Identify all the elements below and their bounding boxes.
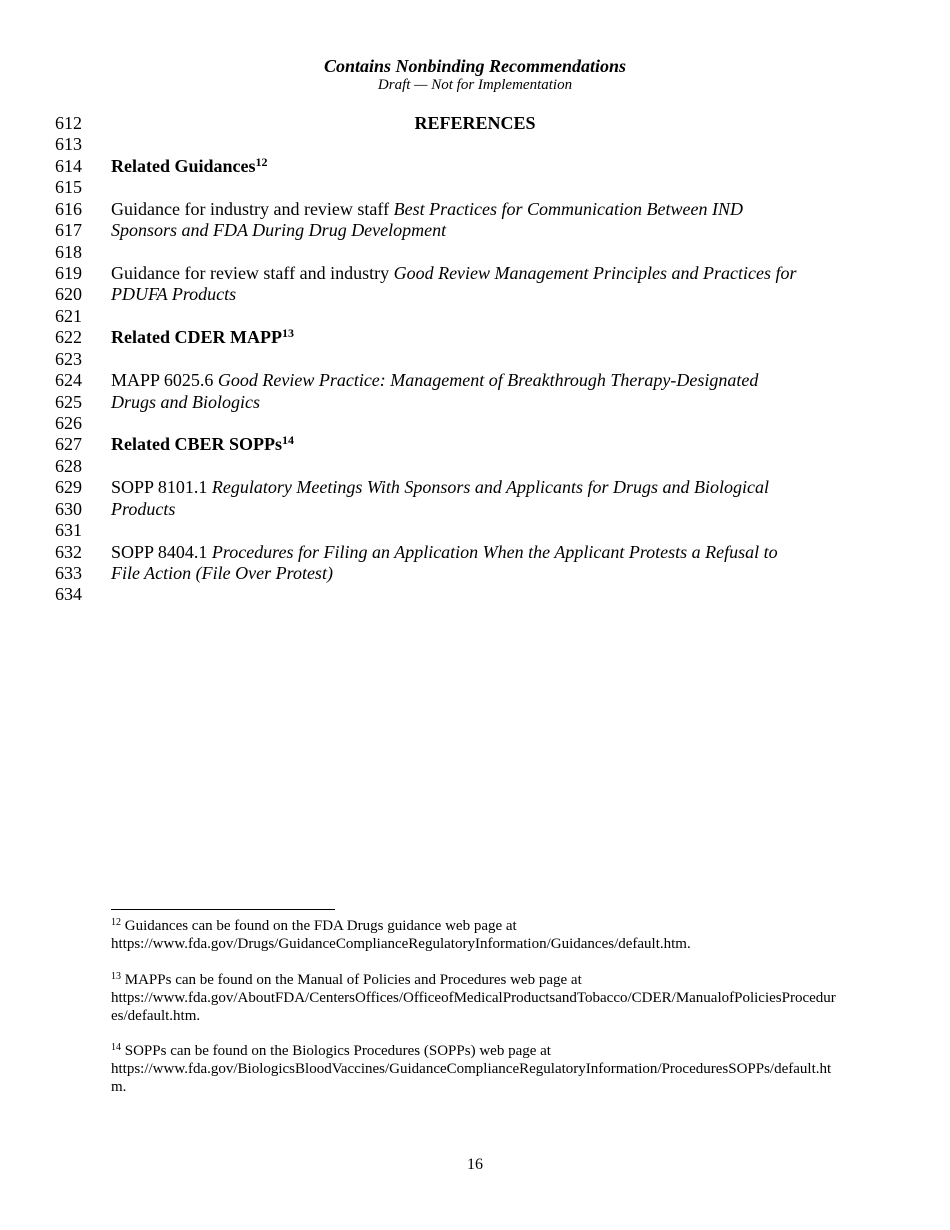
reference-item (111, 369, 758, 391)
footnote-link[interactable]: https://www.fda.gov/BiologicsBloodVaccines/GuidanceComplianceRegulatoryInformation/ProceduresSOPPs/default.htm. (111, 1061, 832, 1095)
footnote-text: MAPPs can be found on the Manual of Policies and Procedures web page at (121, 972, 582, 988)
footnote-ref[interactable]: 12 (255, 155, 268, 169)
footnote-link[interactable]: https://www.fda.gov/AboutFDA/CentersOffices/OfficeofMedicalProductsandTobacco/CDER/ManualofPoliciesProcedures/default.htm. (111, 990, 836, 1024)
footnote-12 (111, 917, 841, 953)
reference-title: Procedures for Filing an Application When the Applicant Protests a Refusal to (211, 542, 778, 562)
heading-text: Related Guidances (111, 156, 256, 176)
line-number: 631 (55, 520, 82, 540)
footnote-text: SOPPs can be found on the Biologics Procedures (SOPPs) web page at (121, 1043, 551, 1059)
line-number: 634 (55, 584, 82, 604)
line-number: 616 (55, 199, 82, 219)
reference-item (111, 198, 743, 220)
footnote-14 (111, 1042, 841, 1096)
reference-title: Drugs and Biologics (111, 392, 261, 412)
reference-item-cont (111, 283, 236, 305)
line-number: 620 (55, 284, 82, 304)
line-number: 629 (55, 477, 82, 497)
footnote-number: 12 (111, 917, 121, 928)
reference-prefix: Guidance for review staff and industry (111, 263, 394, 283)
reference-title: Regulatory Meetings With Sponsors and Applicants for Drugs and Biological (211, 477, 770, 497)
footnote-link[interactable]: https://www.fda.gov/Drugs/GuidanceComplianceRegulatoryInformation/Guidances/default.htm. (111, 936, 691, 952)
line-number: 627 (55, 434, 82, 454)
section-heading-sopps (111, 433, 294, 455)
reference-item (111, 476, 769, 498)
line-number: 618 (55, 242, 82, 262)
reference-item (111, 541, 778, 563)
line-number: 613 (55, 134, 82, 154)
line-number: 615 (55, 177, 82, 197)
line-number: 628 (55, 456, 82, 476)
line-number: 619 (55, 263, 82, 283)
reference-item-cont (111, 391, 260, 413)
references-title: REFERENCES (414, 113, 536, 133)
reference-prefix: MAPP 6025.6 (111, 370, 218, 390)
reference-item (111, 262, 797, 284)
footnote-number: 14 (111, 1042, 121, 1053)
line-number: 614 (55, 156, 82, 176)
reference-item-cont (111, 562, 333, 584)
section-heading-mapp (111, 326, 294, 348)
reference-title: PDUFA Products (111, 284, 237, 304)
header-title: Contains Nonbinding Recommendations (323, 56, 627, 76)
footnote-number: 13 (111, 971, 121, 982)
line-number: 624 (55, 370, 82, 390)
reference-item-cont (111, 219, 446, 241)
line-number: 632 (55, 542, 82, 562)
heading-text: Related CDER MAPP (111, 327, 282, 347)
reference-title: Products (111, 499, 176, 519)
header-subtitle: Draft — Not for Implementation (377, 77, 573, 93)
footnote-ref[interactable]: 13 (281, 326, 294, 340)
line-number: 625 (55, 392, 82, 412)
footnote-divider (111, 909, 335, 910)
reference-prefix: SOPP 8404.1 (111, 542, 212, 562)
line-number: 626 (55, 413, 82, 433)
reference-title: Good Review Management Principles and Practices for (393, 263, 797, 283)
heading-text: Related CBER SOPPs (111, 434, 282, 454)
reference-title: File Action (File Over Protest) (111, 563, 333, 583)
line-number: 622 (55, 327, 82, 347)
reference-item-cont (111, 498, 175, 520)
line-number: 617 (55, 220, 82, 240)
footnote-text: Guidances can be found on the FDA Drugs guidance web page at (121, 918, 517, 934)
line-number: 633 (55, 563, 82, 583)
page-number: 16 (467, 1156, 483, 1173)
footnote-ref[interactable]: 14 (282, 433, 294, 447)
reference-title: Best Practices for Communication Between IND (393, 199, 744, 219)
footnote-13 (111, 971, 841, 1025)
reference-title: Sponsors and FDA During Drug Development (111, 220, 447, 240)
line-number: 630 (55, 499, 82, 519)
section-heading-guidances (111, 155, 268, 177)
reference-title: Good Review Practice: Management of Breakthrough Therapy-Designated (217, 370, 759, 390)
line-number: 623 (55, 349, 82, 369)
line-number: 612 (55, 113, 82, 133)
line-number: 621 (55, 306, 82, 326)
reference-prefix: SOPP 8101.1 (111, 477, 212, 497)
reference-prefix: Guidance for industry and review staff (111, 199, 394, 219)
